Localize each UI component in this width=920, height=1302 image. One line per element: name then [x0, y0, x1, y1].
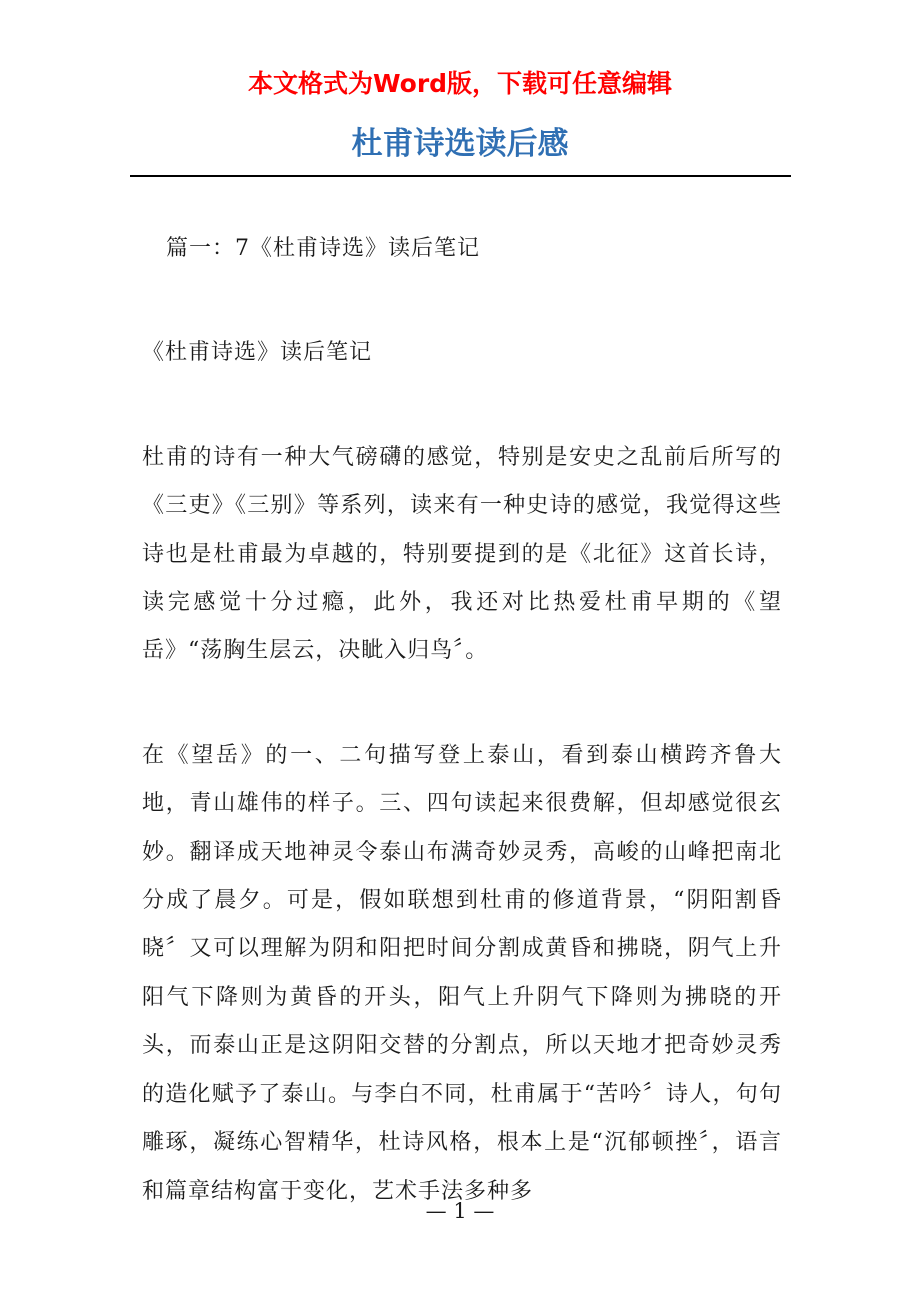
format-notice-banner: 本文格式为Word版，下载可任意编辑	[247, 69, 673, 98]
spacer	[142, 273, 782, 329]
document-title: 杜甫诗选读后感	[351, 126, 569, 162]
title-divider	[130, 175, 791, 177]
paragraph-1: 杜甫的诗有一种大气磅礴的感觉，特别是安史之乱前后所写的《三吏》《三别》等系列，读来有一种史诗的感觉，我觉得这些诗也是杜甫最为卓越的，特别要提到的是《北征》这首长诗，读完感觉十分过瘾，此外，我还对比热爱杜甫早期的《望岳》“荡胸生层云，决眦入归鸟〞。	[142, 444, 782, 664]
page-number: — 1 —	[425, 1199, 495, 1223]
spacer	[142, 676, 782, 732]
spacer	[142, 378, 782, 434]
subheading: 《杜甫诗选》读后笔记	[142, 340, 373, 366]
section-heading: 篇一：7《杜甫诗选》读后笔记	[166, 236, 480, 261]
document-body	[142, 225, 782, 1216]
paragraph-2: 在《望岳》的一、二句描写登上泰山，看到泰山横跨齐鲁大地，青山雄伟的样子。三、四句读起来很费解，但却感觉很玄妙。翻译成天地神灵令泰山布满奇妙灵秀，高峻的山峰把南北分成了晨夕。可是，假如联想到杜甫的修道背景，“阴阳割昏晓〞又可以理解为阴和阳把时间分割成黄昏和拂晓，阴气上升阳气下降则为黄昏的开头，阳气上升阴气下降则为拂晓的开头，而泰山正是这阴阳交替的分割点，所以天地才把奇妙灵秀的造化赋予了泰山。与李白不同，杜甫属于“苦吟〞诗人，句句雕琢，凝练心智精华，杜诗风格，根本上是“沉郁顿挫〞，语言和篇章结构富于变化，艺术手法多种多	[142, 742, 782, 1204]
